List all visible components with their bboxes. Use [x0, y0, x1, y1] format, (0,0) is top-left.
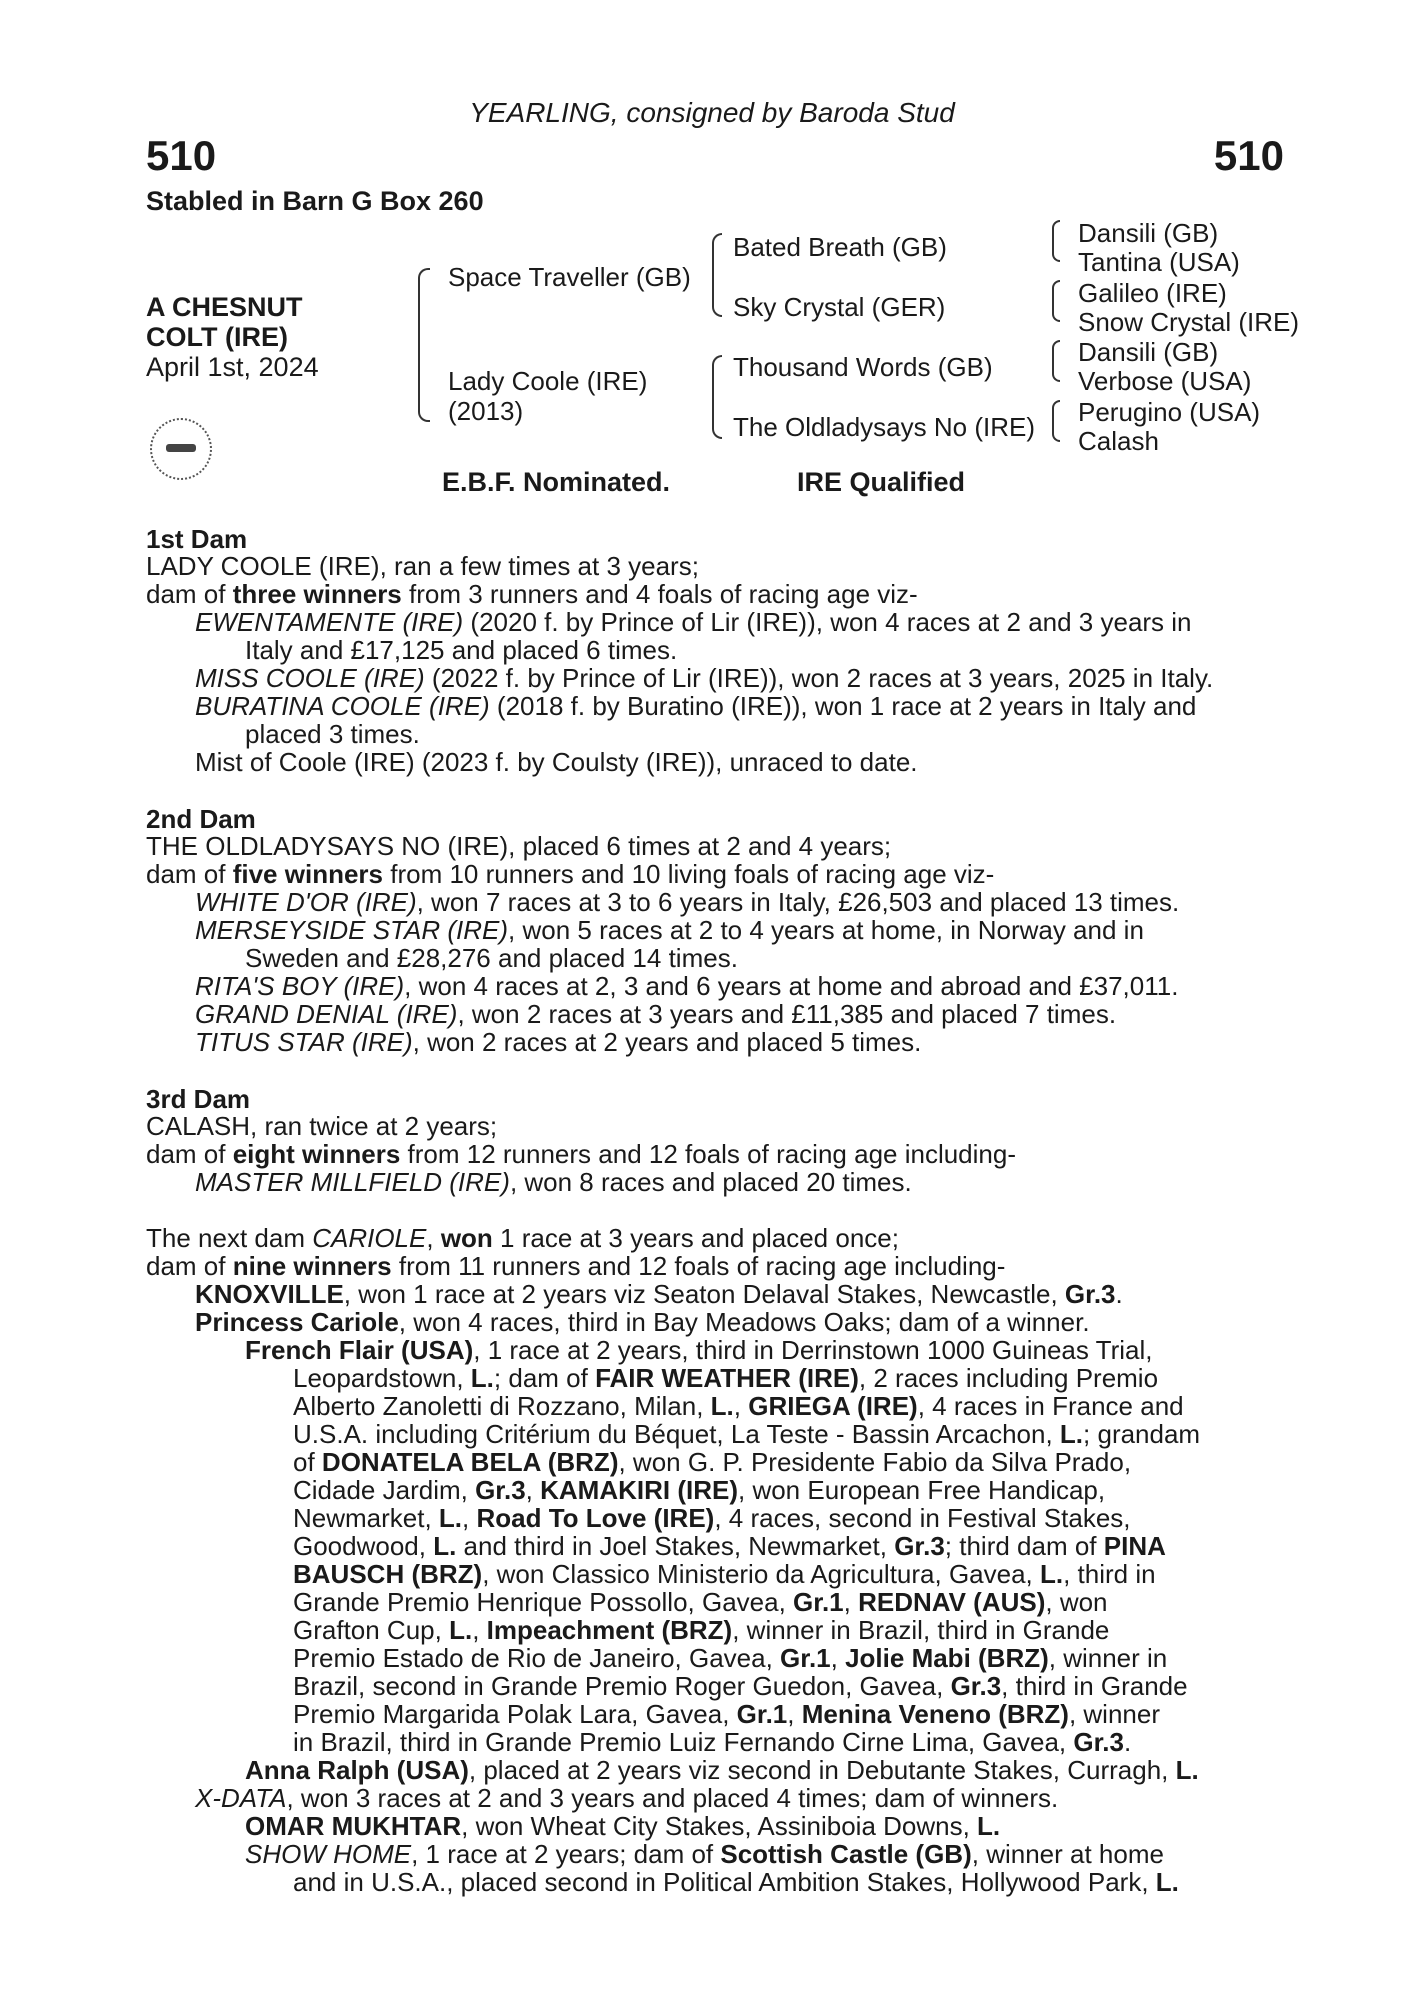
- pedigree-g5: Dansili (GB): [1078, 337, 1219, 367]
- next-dam-line: in Brazil, third in Grande Premio Luiz Fernando Cirne Lima, Gavea, Gr.3.: [293, 1727, 1132, 1757]
- next-dam-line: Premio Estado de Rio de Janeiro, Gavea, Gr.1, Jolie Mabi (BRZ), winner in: [293, 1643, 1168, 1673]
- first-dam-line: placed 3 times.: [245, 719, 420, 749]
- pedigree-brace-g3: [1052, 340, 1060, 382]
- pedigree-brace-sire: [712, 233, 722, 317]
- pedigree-g3: Galileo (IRE): [1078, 278, 1227, 308]
- next-dam-line: dam of nine winners from 11 runners and 12 foals of racing age including-: [146, 1251, 1006, 1281]
- next-dam-line: OMAR MUKHTAR, won Wheat City Stakes, Assiniboia Downs, L.: [245, 1811, 1001, 1841]
- third-dam-line: dam of eight winners from 12 runners and 12 foals of racing age including-: [146, 1139, 1016, 1169]
- next-dam-line: KNOXVILLE, won 1 race at 2 years viz Seaton Delaval Stakes, Newcastle, Gr.3.: [195, 1279, 1123, 1309]
- horse-description-line1: A CHESNUT: [146, 292, 303, 322]
- second-dam-line: WHITE D'OR (IRE), won 7 races at 3 to 6 years in Italy, £26,503 and placed 13 times.: [195, 887, 1180, 917]
- second-dam-line: TITUS STAR (IRE), won 2 races at 2 years and placed 5 times.: [195, 1027, 922, 1057]
- second-dam-line: dam of five winners from 10 runners and 10 living foals of racing age viz-: [146, 859, 995, 889]
- next-dam-line: Grafton Cup, L., Impeachment (BRZ), winner in Brazil, third in Grande: [293, 1615, 1110, 1645]
- pedigree-brace-g1: [1052, 220, 1060, 262]
- second-dam-line: RITA'S BOY (IRE), won 4 races at 2, 3 and 6 years at home and abroad and £37,011.: [195, 971, 1179, 1001]
- pedigree-brace-main: [418, 268, 430, 422]
- next-dam-line: SHOW HOME, 1 race at 2 years; dam of Scottish Castle (GB), winner at home: [245, 1839, 1164, 1869]
- pedigree-sire-sire: Bated Breath (GB): [733, 232, 947, 262]
- second-dam-heading: 2nd Dam: [146, 804, 256, 834]
- next-dam-line: Premio Margarida Polak Lara, Gavea, Gr.1, Menina Veneno (BRZ), winner: [293, 1699, 1160, 1729]
- pedigree-dam-sire: Thousand Words (GB): [733, 352, 993, 382]
- stud-emblem-icon: [150, 418, 212, 480]
- pedigree-dam-line1: Lady Coole (IRE): [448, 366, 648, 396]
- next-dam-line: BAUSCH (BRZ), won Classico Ministerio da Agricultura, Gavea, L., third in: [293, 1559, 1156, 1589]
- next-dam-line: Goodwood, L. and third in Joel Stakes, Newmarket, Gr.3; third dam of PINA: [293, 1531, 1166, 1561]
- next-dam-line: The next dam CARIOLE, won 1 race at 3 years and placed once;: [146, 1223, 899, 1253]
- pedigree-brace-g2: [1052, 280, 1060, 322]
- next-dam-line: U.S.A. including Critérium du Béquet, La Teste - Bassin Arcachon, L.; grandam: [293, 1419, 1201, 1449]
- next-dam-line: Princess Cariole, won 4 races, third in Bay Meadows Oaks; dam of a winner.: [195, 1307, 1090, 1337]
- pedigree-g8: Calash: [1078, 426, 1159, 456]
- ire-qualified: IRE Qualified: [797, 467, 966, 497]
- next-dam-line: Anna Ralph (USA), placed at 2 years viz second in Debutante Stakes, Curragh, L.: [245, 1755, 1199, 1785]
- catalogue-subtitle: YEARLING, consigned by Baroda Stud: [469, 97, 955, 128]
- lot-number-right: 510: [1213, 132, 1284, 179]
- pedigree-g4: Snow Crystal (IRE): [1078, 307, 1300, 337]
- pedigree-g1: Dansili (GB): [1078, 218, 1219, 248]
- pedigree-dam-dam: The Oldladysays No (IRE): [733, 412, 1035, 442]
- second-dam-line: GRAND DENIAL (IRE), won 2 races at 3 years and £11,385 and placed 7 times.: [195, 999, 1117, 1029]
- pedigree-g2: Tantina (USA): [1078, 247, 1240, 277]
- third-dam-line: CALASH, ran twice at 2 years;: [146, 1111, 498, 1141]
- first-dam-line: BURATINA COOLE (IRE) (2018 f. by Buratino (IRE)), won 1 race at 2 years in Italy and: [195, 691, 1197, 721]
- pedigree-brace-dam: [712, 355, 722, 439]
- pedigree-g6: Verbose (USA): [1078, 366, 1252, 396]
- next-dam-line: of DONATELA BELA (BRZ), won G. P. Presidente Fabio da Silva Prado,: [293, 1447, 1132, 1477]
- stabling-info: Stabled in Barn G Box 260: [146, 186, 484, 216]
- lot-number-left: 510: [146, 132, 217, 179]
- next-dam-line: Brazil, second in Grande Premio Roger Guedon, Gavea, Gr.3, third in Grande: [293, 1671, 1188, 1701]
- horse-description-line2: COLT (IRE): [146, 322, 288, 352]
- first-dam-heading: 1st Dam: [146, 524, 248, 554]
- next-dam-line: Leopardstown, L.; dam of FAIR WEATHER (IRE), 2 races including Premio: [293, 1363, 1159, 1393]
- first-dam-line: Italy and £17,125 and placed 6 times.: [245, 635, 678, 665]
- pedigree-g7: Perugino (USA): [1078, 397, 1261, 427]
- next-dam-line: X-DATA, won 3 races at 2 and 3 years and placed 4 times; dam of winners.: [195, 1783, 1059, 1813]
- third-dam-line: MASTER MILLFIELD (IRE), won 8 races and placed 20 times.: [195, 1167, 912, 1197]
- second-dam-line: THE OLDLADYSAYS NO (IRE), placed 6 times at 2 and 4 years;: [146, 831, 892, 861]
- pedigree-dam-line2: (2013): [448, 396, 524, 426]
- pedigree-sire: Space Traveller (GB): [448, 262, 691, 292]
- first-dam-line: Mist of Coole (IRE) (2023 f. by Coulsty (IRE)), unraced to date.: [195, 747, 918, 777]
- next-dam-line: and in U.S.A., placed second in Political Ambition Stakes, Hollywood Park, L.: [293, 1867, 1179, 1897]
- second-dam-line: MERSEYSIDE STAR (IRE), won 5 races at 2 to 4 years at home, in Norway and in: [195, 915, 1144, 945]
- first-dam-line: MISS COOLE (IRE) (2022 f. by Prince of Lir (IRE)), won 2 races at 3 years, 2025 in Italy.: [195, 663, 1214, 693]
- first-dam-line: EWENTAMENTE (IRE) (2020 f. by Prince of Lir (IRE)), won 4 races at 2 and 3 years in: [195, 607, 1192, 637]
- next-dam-line: Grande Premio Henrique Possollo, Gavea, Gr.1, REDNAV (AUS), won: [293, 1587, 1108, 1617]
- third-dam-heading: 3rd Dam: [146, 1084, 251, 1114]
- first-dam-line: dam of three winners from 3 runners and 4 foals of racing age viz-: [146, 579, 918, 609]
- first-dam-line: LADY COOLE (IRE), ran a few times at 3 years;: [146, 551, 699, 581]
- foaling-date: April 1st, 2024: [146, 352, 319, 382]
- next-dam-line: Cidade Jardim, Gr.3, KAMAKIRI (IRE), won European Free Handicap,: [293, 1475, 1106, 1505]
- ebf-nomination: E.B.F. Nominated.: [442, 467, 671, 497]
- second-dam-line: Sweden and £28,276 and placed 14 times.: [245, 943, 738, 973]
- next-dam-line: Newmarket, L., Road To Love (IRE), 4 races, second in Festival Stakes,: [293, 1503, 1131, 1533]
- pedigree-sire-dam: Sky Crystal (GER): [733, 292, 946, 322]
- pedigree-brace-g4: [1052, 400, 1060, 442]
- next-dam-line: French Flair (USA), 1 race at 2 years, third in Derrinstown 1000 Guineas Trial,: [245, 1335, 1153, 1365]
- next-dam-line: Alberto Zanoletti di Rozzano, Milan, L., GRIEGA (IRE), 4 races in France and: [293, 1391, 1184, 1421]
